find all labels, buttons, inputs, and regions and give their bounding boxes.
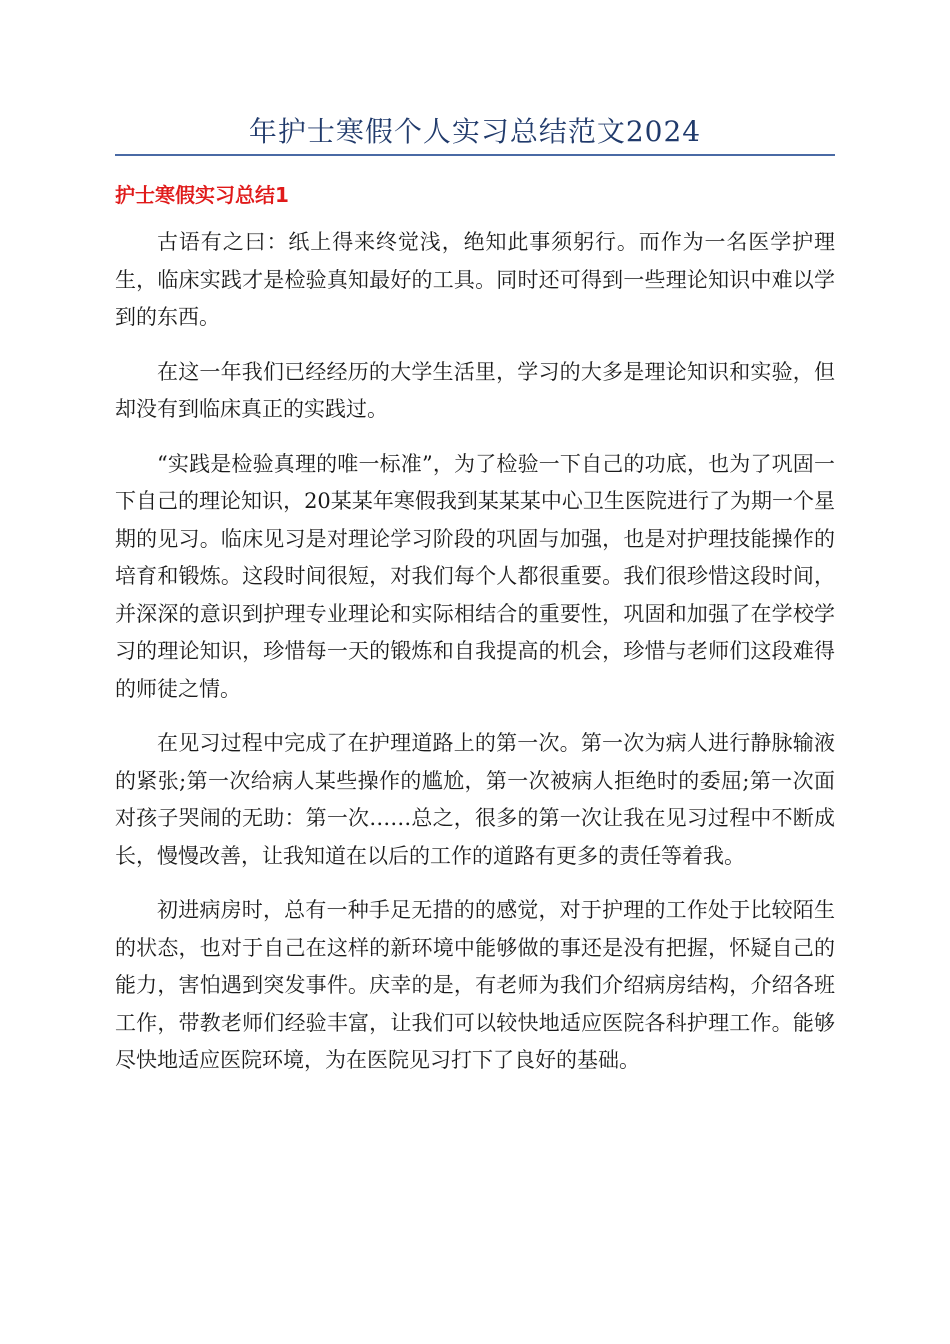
paragraph: 初进病房时，总有一种手足无措的的感觉，对于护理的工作处于比较陌生的状态，也对于自己在这样的新环境中能够做的事还是没有把握，怀疑自己的能力，害怕遇到突发事件。庆幸的是，有老师为我们介绍病房结构，介绍各班工作，带教老师们经验丰富，让我们可以较快地适应医院各科护理工作。能够尽快地适应医院环境，为在医院见习打下了良好的基础。 [115, 898, 835, 1072]
paragraph: 古语有之曰：纸上得来终觉浅，绝知此事须躬行。而作为一名医学护理生，临床实践才是检验真知最好的工具。同时还可得到一些理论知识中难以学到的东西。 [115, 230, 835, 329]
paragraph: 在见习过程中完成了在护理道路上的第一次。第一次为病人进行静脉输液的紧张;第一次给病人某些操作的尴尬，第一次被病人拒绝时的委屈;第一次面对孩子哭闹的无助：第一次……总之，很多的第一次让我在见习过程中不断成长，慢慢改善，让我知道在以后的工作的道路有更多的责任等着我。 [115, 731, 835, 868]
document-body [115, 224, 835, 1097]
paragraph: “实践是检验真理的唯一标准”，为了检验一下自己的功底，也为了巩固一下自己的理论知识，20某某年寒假我到某某某中心卫生医院进行了为期一个星期的见习。临床见习是对理论学习阶段的巩固与加强，也是对护理技能操作的培育和锻炼。这段时间很短，对我们每个人都很重要。我们很珍惜这段时间，并深深的意识到护理专业理论和实际相结合的重要性，巩固和加强了在学校学习的理论知识，珍惜每一天的锻炼和自我提高的机会，珍惜与老师们这段难得的师徒之情。 [115, 451, 835, 701]
section-heading: 护士寒假实习总结1 [115, 183, 289, 207]
document-title: 年护士寒假个人实习总结范文2024 [248, 115, 702, 148]
paragraph: 在这一年我们已经经历的大学生活里，学习的大多是理论知识和实验，但却没有到临床真正的实践过。 [115, 359, 835, 421]
title-underline [115, 154, 835, 156]
